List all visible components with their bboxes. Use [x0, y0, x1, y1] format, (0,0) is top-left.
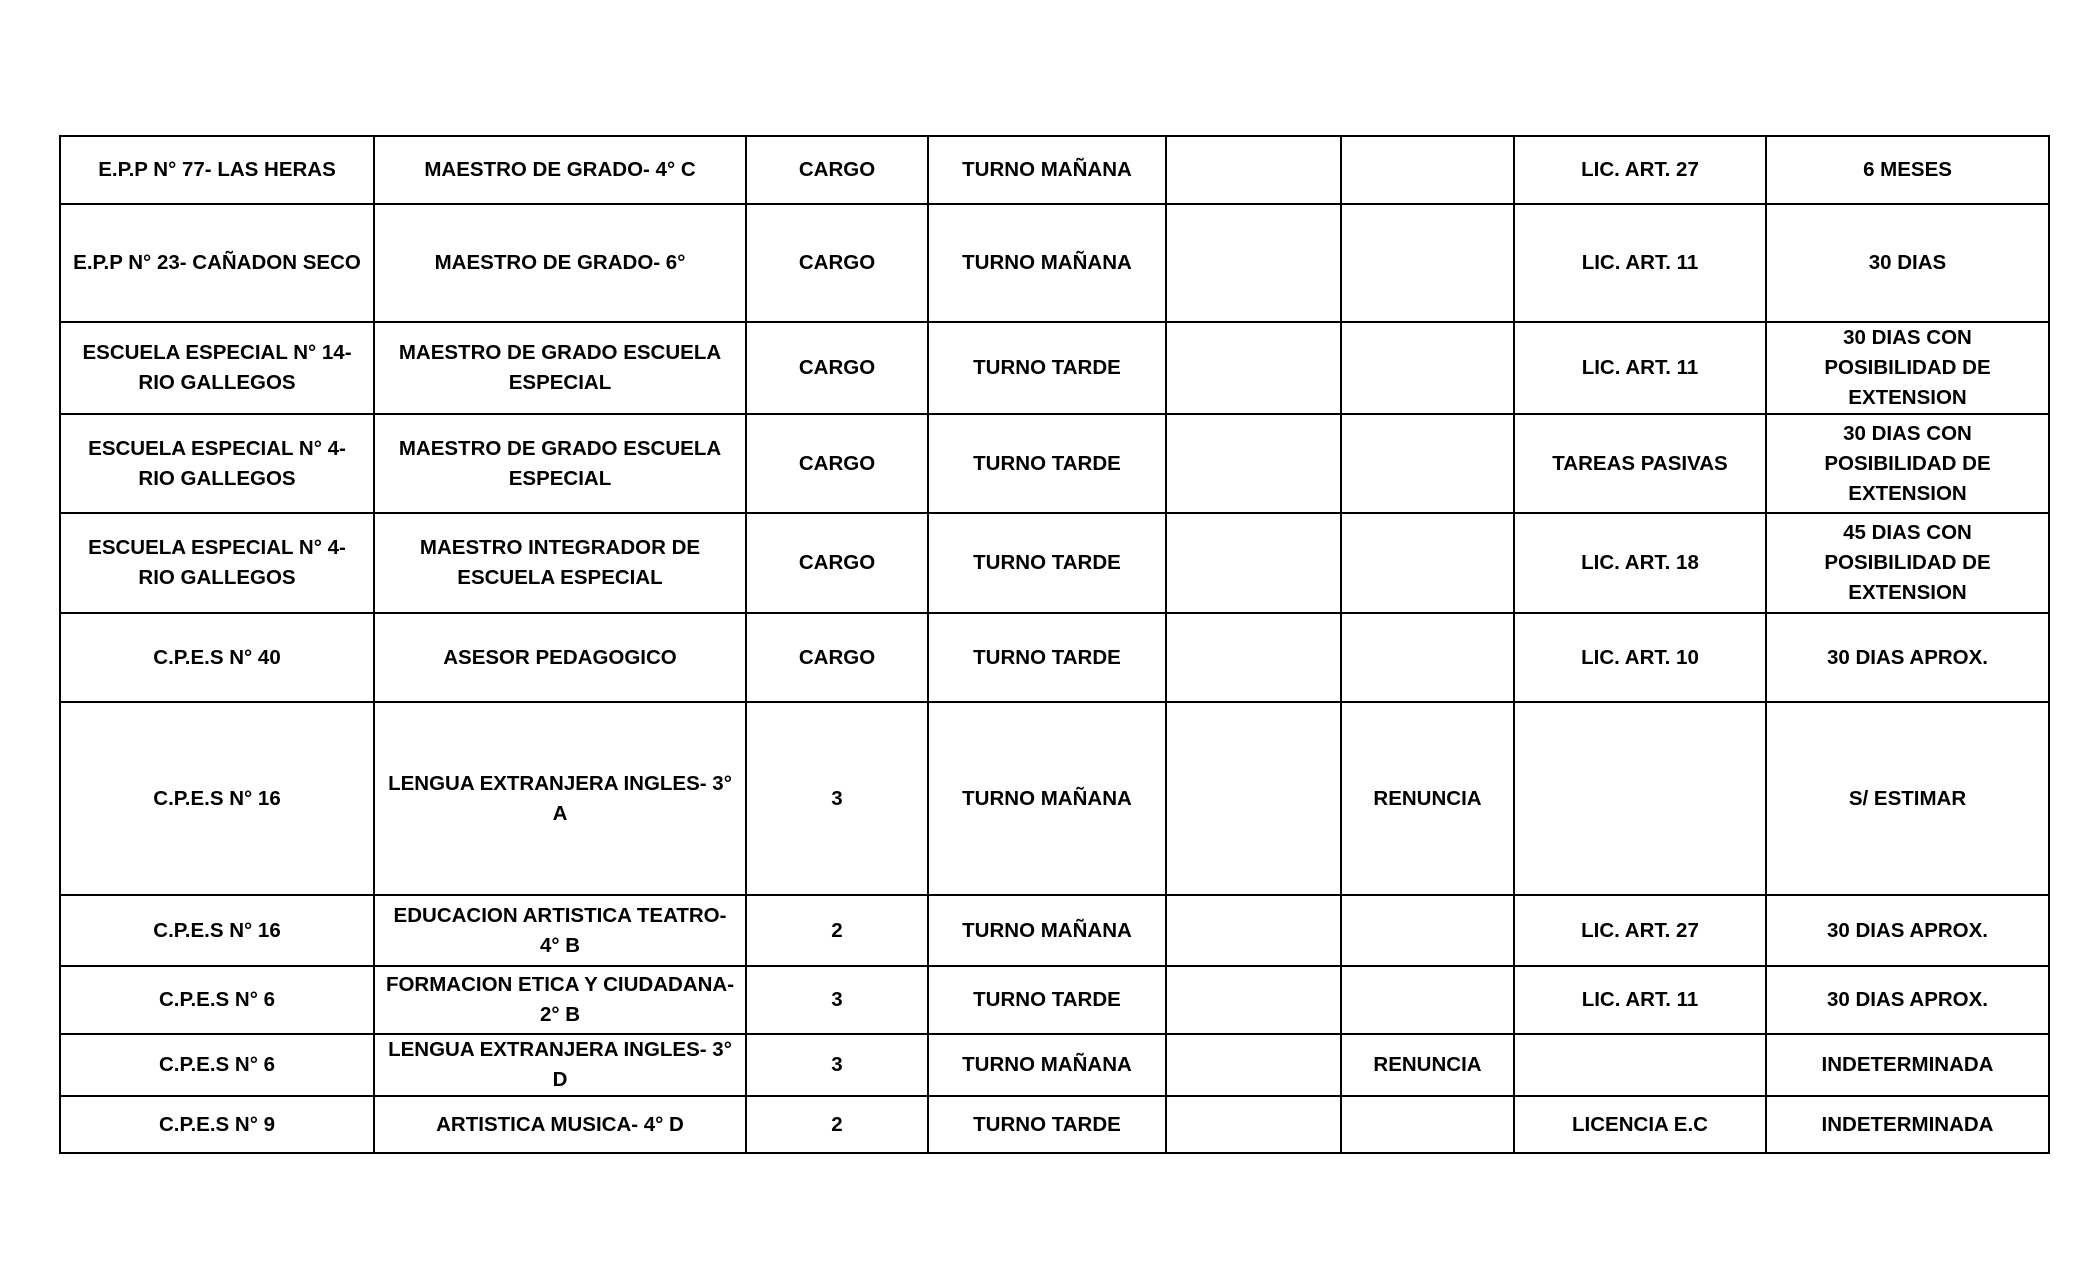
empty-cell: [1166, 204, 1341, 322]
school-cell: C.P.E.S N° 16: [60, 895, 374, 966]
license-cell: LIC. ART. 10: [1514, 613, 1766, 702]
table-row: [60, 895, 2049, 966]
table-row: [60, 513, 2049, 613]
reason-cell: [1341, 204, 1514, 322]
reason-cell: [1341, 613, 1514, 702]
license-cell: [1514, 702, 1766, 895]
table-body: [60, 136, 2049, 1153]
shift-cell: TURNO TARDE: [928, 1096, 1166, 1153]
empty-cell: [1166, 895, 1341, 966]
vacancy-table: [59, 135, 2050, 1154]
hours-cell: 3: [746, 1034, 928, 1096]
reason-cell: RENUNCIA: [1341, 1034, 1514, 1096]
hours-cell: 2: [746, 895, 928, 966]
table-row: [60, 966, 2049, 1034]
shift-cell: TURNO TARDE: [928, 513, 1166, 613]
shift-cell: TURNO MAÑANA: [928, 136, 1166, 204]
reason-cell: [1341, 1096, 1514, 1153]
duration-cell: 30 DIAS CON POSIBILIDAD DE EXTENSION: [1766, 322, 2049, 414]
hours-cell: CARGO: [746, 414, 928, 513]
empty-cell: [1166, 322, 1341, 414]
duration-cell: INDETERMINADA: [1766, 1096, 2049, 1153]
empty-cell: [1166, 613, 1341, 702]
empty-cell: [1166, 1034, 1341, 1096]
school-cell: C.P.E.S N° 9: [60, 1096, 374, 1153]
reason-cell: [1341, 966, 1514, 1034]
position-cell: MAESTRO DE GRADO- 4° C: [374, 136, 746, 204]
reason-cell: [1341, 895, 1514, 966]
school-cell: ESCUELA ESPECIAL N° 4- RIO GALLEGOS: [60, 414, 374, 513]
empty-cell: [1166, 1096, 1341, 1153]
hours-cell: CARGO: [746, 204, 928, 322]
school-cell: E.P.P N° 77- LAS HERAS: [60, 136, 374, 204]
hours-cell: CARGO: [746, 322, 928, 414]
empty-cell: [1166, 513, 1341, 613]
license-cell: LIC. ART. 11: [1514, 966, 1766, 1034]
empty-cell: [1166, 414, 1341, 513]
position-cell: ASESOR PEDAGOGICO: [374, 613, 746, 702]
hours-cell: CARGO: [746, 613, 928, 702]
school-cell: C.P.E.S N° 6: [60, 966, 374, 1034]
duration-cell: 30 DIAS CON POSIBILIDAD DE EXTENSION: [1766, 414, 2049, 513]
license-cell: TAREAS PASIVAS: [1514, 414, 1766, 513]
position-cell: MAESTRO DE GRADO ESCUELA ESPECIAL: [374, 414, 746, 513]
position-cell: ARTISTICA MUSICA- 4° D: [374, 1096, 746, 1153]
shift-cell: TURNO TARDE: [928, 322, 1166, 414]
position-cell: MAESTRO DE GRADO- 6°: [374, 204, 746, 322]
school-cell: C.P.E.S N° 40: [60, 613, 374, 702]
reason-cell: [1341, 136, 1514, 204]
duration-cell: S/ ESTIMAR: [1766, 702, 2049, 895]
school-cell: ESCUELA ESPECIAL N° 14- RIO GALLEGOS: [60, 322, 374, 414]
hours-cell: 2: [746, 1096, 928, 1153]
duration-cell: 45 DIAS CON POSIBILIDAD DE EXTENSION: [1766, 513, 2049, 613]
table-row: [60, 204, 2049, 322]
license-cell: LIC. ART. 11: [1514, 322, 1766, 414]
duration-cell: 30 DIAS: [1766, 204, 2049, 322]
license-cell: [1514, 1034, 1766, 1096]
duration-cell: 6 MESES: [1766, 136, 2049, 204]
license-cell: LIC. ART. 27: [1514, 136, 1766, 204]
table-row: [60, 702, 2049, 895]
school-cell: C.P.E.S N° 6: [60, 1034, 374, 1096]
hours-cell: CARGO: [746, 513, 928, 613]
position-cell: EDUCACION ARTISTICA TEATRO- 4° B: [374, 895, 746, 966]
shift-cell: TURNO TARDE: [928, 414, 1166, 513]
reason-cell: RENUNCIA: [1341, 702, 1514, 895]
license-cell: LIC. ART. 11: [1514, 204, 1766, 322]
position-cell: LENGUA EXTRANJERA INGLES- 3° A: [374, 702, 746, 895]
hours-cell: 3: [746, 966, 928, 1034]
license-cell: LIC. ART. 27: [1514, 895, 1766, 966]
table-row: [60, 613, 2049, 702]
table-row: [60, 322, 2049, 414]
shift-cell: TURNO MAÑANA: [928, 895, 1166, 966]
shift-cell: TURNO MAÑANA: [928, 702, 1166, 895]
school-cell: E.P.P N° 23- CAÑADON SECO: [60, 204, 374, 322]
shift-cell: TURNO TARDE: [928, 613, 1166, 702]
empty-cell: [1166, 966, 1341, 1034]
reason-cell: [1341, 414, 1514, 513]
license-cell: LIC. ART. 18: [1514, 513, 1766, 613]
duration-cell: INDETERMINADA: [1766, 1034, 2049, 1096]
position-cell: MAESTRO INTEGRADOR DE ESCUELA ESPECIAL: [374, 513, 746, 613]
school-cell: C.P.E.S N° 16: [60, 702, 374, 895]
hours-cell: 3: [746, 702, 928, 895]
duration-cell: 30 DIAS APROX.: [1766, 613, 2049, 702]
empty-cell: [1166, 136, 1341, 204]
school-cell: ESCUELA ESPECIAL N° 4- RIO GALLEGOS: [60, 513, 374, 613]
duration-cell: 30 DIAS APROX.: [1766, 895, 2049, 966]
hours-cell: CARGO: [746, 136, 928, 204]
license-cell: LICENCIA E.C: [1514, 1096, 1766, 1153]
reason-cell: [1341, 513, 1514, 613]
shift-cell: TURNO MAÑANA: [928, 1034, 1166, 1096]
table-row: [60, 136, 2049, 204]
position-cell: MAESTRO DE GRADO ESCUELA ESPECIAL: [374, 322, 746, 414]
reason-cell: [1341, 322, 1514, 414]
shift-cell: TURNO MAÑANA: [928, 204, 1166, 322]
table-row: [60, 414, 2049, 513]
position-cell: FORMACION ETICA Y CIUDADANA- 2° B: [374, 966, 746, 1034]
duration-cell: 30 DIAS APROX.: [1766, 966, 2049, 1034]
shift-cell: TURNO TARDE: [928, 966, 1166, 1034]
table-row: [60, 1034, 2049, 1096]
empty-cell: [1166, 702, 1341, 895]
table-row: [60, 1096, 2049, 1153]
position-cell: LENGUA EXTRANJERA INGLES- 3° D: [374, 1034, 746, 1096]
